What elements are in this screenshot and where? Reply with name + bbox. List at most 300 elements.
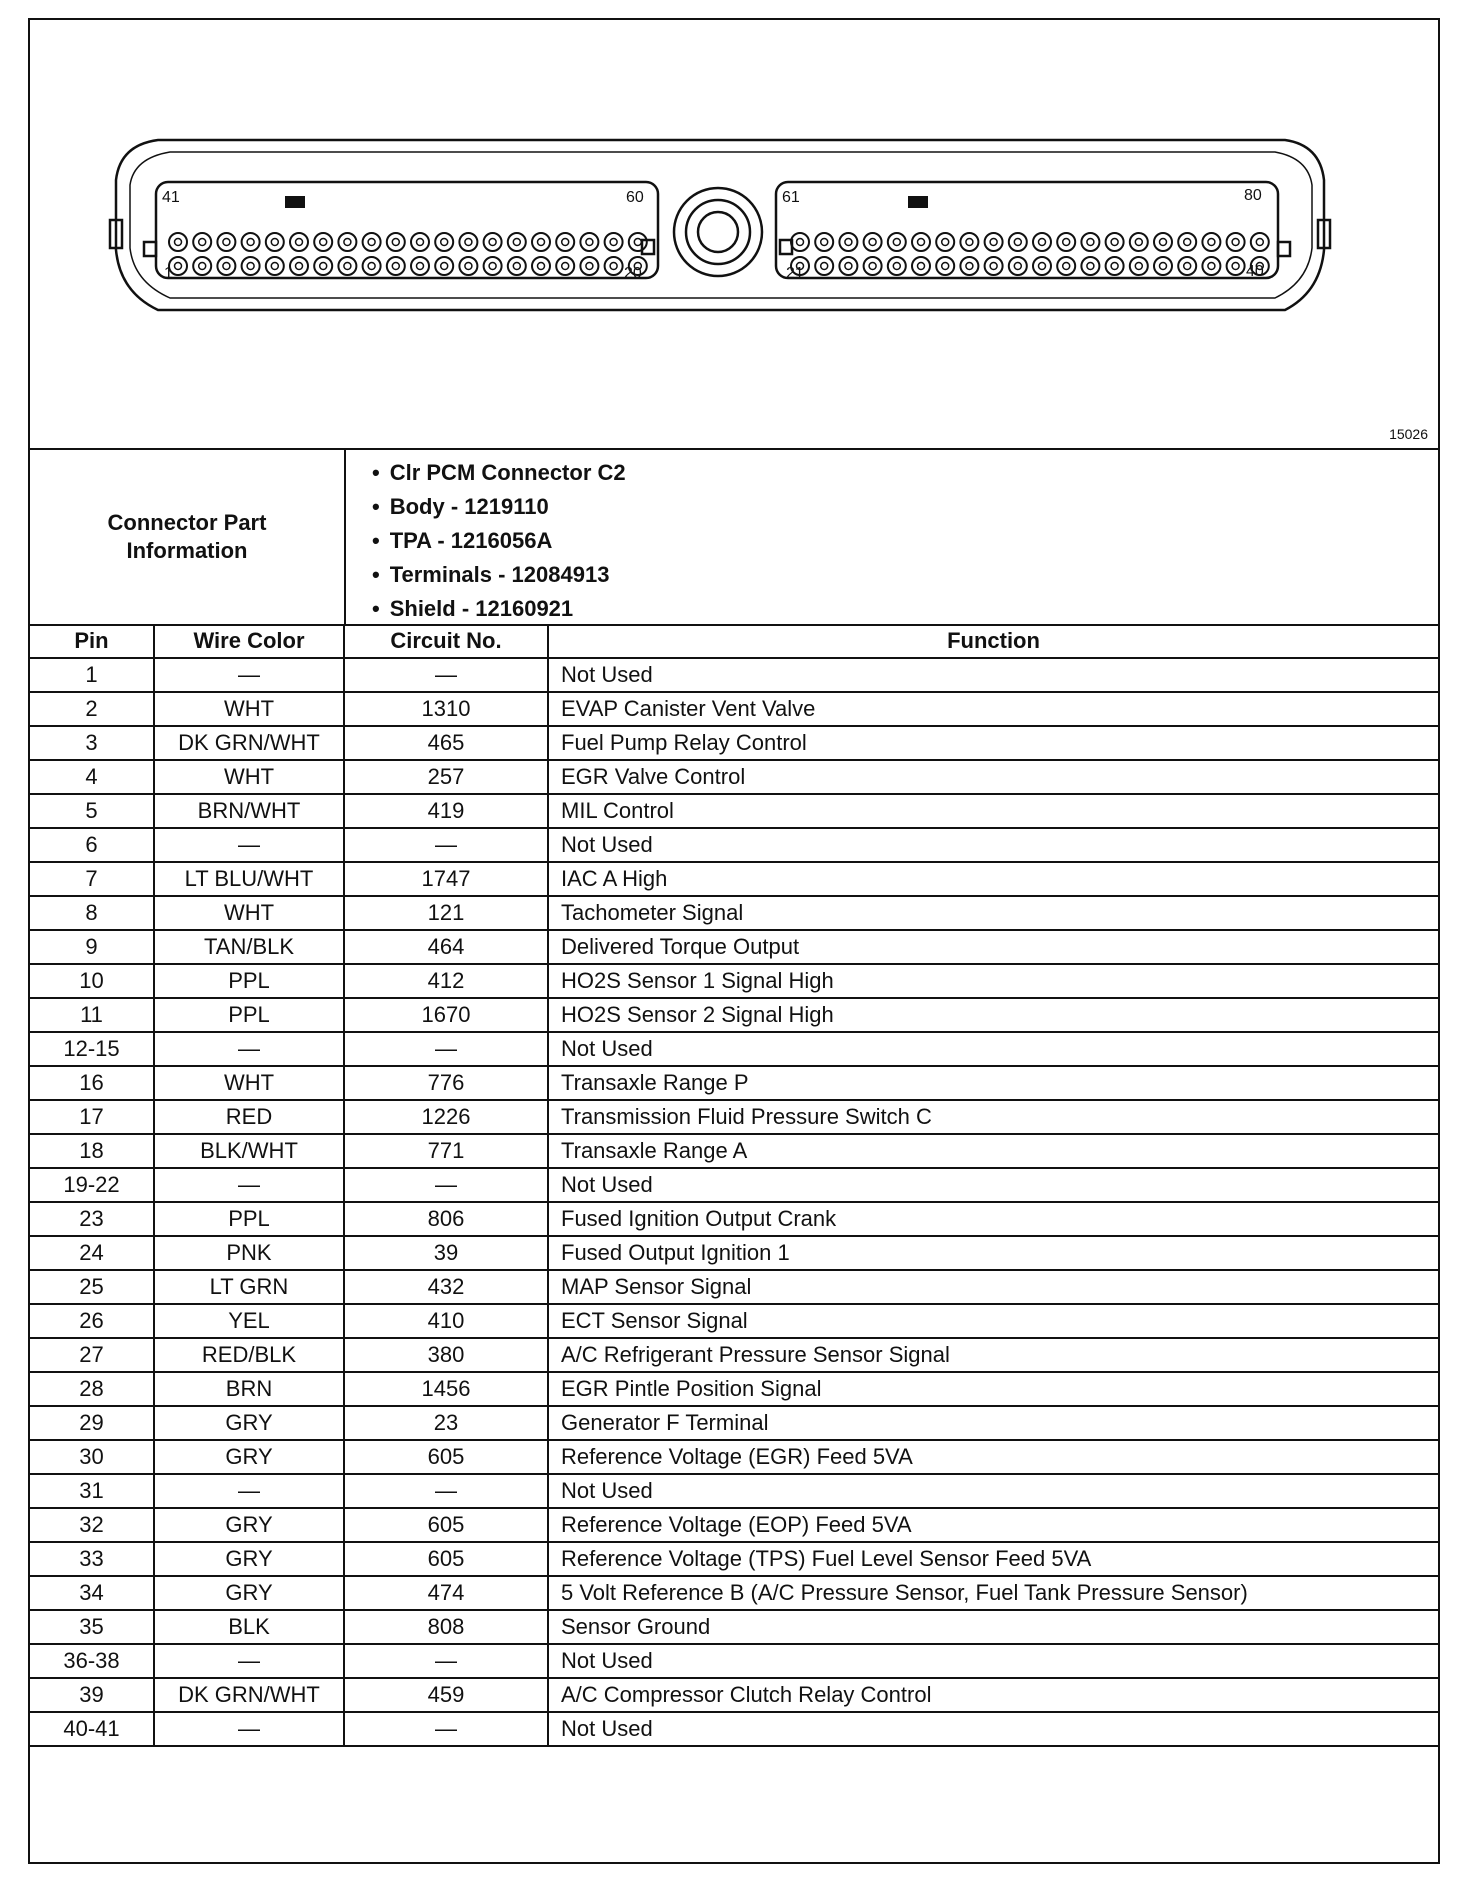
circuit-cell: — [344,1168,548,1202]
right-bank-terminal [1106,257,1124,275]
left-bank-terminal [193,233,211,251]
right-bank-terminal-core [1111,239,1118,246]
function-cell: Reference Voltage (EGR) Feed 5VA [548,1440,1438,1474]
left-bank-terminal-core [586,239,593,246]
pin-cell: 33 [30,1542,154,1576]
wire-color-cell: GRY [154,1542,344,1576]
pin-cell: 40-41 [30,1712,154,1746]
table-row [30,726,1438,760]
function-cell: 5 Volt Reference B (A/C Pressure Sensor, Fuel Tank Pressure Sensor) [548,1576,1438,1610]
pin-cell: 11 [30,998,154,1032]
table-row [30,1372,1438,1406]
label-pin-61: 61 [782,189,800,206]
pin-cell: 31 [30,1474,154,1508]
pin-cell: 35 [30,1610,154,1644]
left-bank-terminal-core [513,263,520,270]
left-bank-terminal [338,233,356,251]
function-cell: Delivered Torque Output [548,930,1438,964]
left-bank-terminal-core [344,263,351,270]
left-bank-terminal [169,233,187,251]
label-pin-60: 60 [626,189,644,206]
wire-color-cell: DK GRN/WHT [154,1678,344,1712]
left-bank-terminal-core [538,239,545,246]
label-pin-1: 1 [164,265,173,282]
right-bank-terminal [839,257,857,275]
left-bank-terminal-core [223,263,230,270]
right-bank-terminal-core [1039,239,1046,246]
left-bank-terminal [387,233,405,251]
function-cell: Reference Voltage (TPS) Fuel Level Sensor Feed 5VA [548,1542,1438,1576]
wire-color-cell: — [154,1644,344,1678]
left-bank-terminal-core [441,263,448,270]
left-bank-terminal [242,233,260,251]
table-row [30,1236,1438,1270]
wire-color-cell: BLK [154,1610,344,1644]
pin-cell: 4 [30,760,154,794]
wire-color-cell: RED/BLK [154,1338,344,1372]
left-bank-terminal [508,257,526,275]
function-cell: Not Used [548,1168,1438,1202]
right-bank-terminal [1081,257,1099,275]
left-bank-terminal-core [247,263,254,270]
right-bank-terminal-core [821,263,828,270]
pin-cell: 3 [30,726,154,760]
connector-info-item: • TPA - 1216056A [372,524,626,558]
right-bank-terminal [1057,233,1075,251]
function-cell: EVAP Canister Vent Valve [548,692,1438,726]
table-row [30,692,1438,726]
left-bank-terminal [484,233,502,251]
table-row [30,1066,1438,1100]
left-bank-terminal [338,257,356,275]
left-bank-terminal [556,233,574,251]
pin-cell: 29 [30,1406,154,1440]
right-bank-terminal-core [845,263,852,270]
right-bank-terminal-core [845,239,852,246]
right-bank-terminal-core [1014,239,1021,246]
circuit-cell: 459 [344,1678,548,1712]
pin-cell: 34 [30,1576,154,1610]
table-row [30,1202,1438,1236]
right-bank-terminal-core [821,239,828,246]
right-bank-terminal-core [1184,239,1191,246]
circuit-cell: 380 [344,1338,548,1372]
table-row [30,828,1438,862]
left-bank-terminal [532,257,550,275]
wire-color-cell: PPL [154,964,344,998]
left-bank-terminal-core [610,263,617,270]
left-bank-terminal [387,257,405,275]
right-bank-terminal-core [942,239,949,246]
left-cavity [156,182,658,278]
wire-color-cell: LT BLU/WHT [154,862,344,896]
table-row [30,862,1438,896]
function-cell: MAP Sensor Signal [548,1270,1438,1304]
right-bank-terminal-core [1135,263,1142,270]
function-cell: Fused Ignition Output Crank [548,1202,1438,1236]
circuit-cell: 23 [344,1406,548,1440]
right-bank-terminal-core [1063,239,1070,246]
left-bank-terminal [242,257,260,275]
right-bank-terminal-core [893,263,900,270]
right-bank-terminal-core [1208,239,1215,246]
right-bank-terminal-core [990,263,997,270]
function-cell: Transmission Fluid Pressure Switch C [548,1100,1438,1134]
left-bank-terminal-core [223,239,230,246]
wire-color-cell: — [154,1168,344,1202]
function-cell: A/C Refrigerant Pressure Sensor Signal [548,1338,1438,1372]
function-cell: A/C Compressor Clutch Relay Control [548,1678,1438,1712]
pin-cell: 8 [30,896,154,930]
pin-cell: 1 [30,658,154,692]
right-bank-terminal-core [942,263,949,270]
pin-cell: 6 [30,828,154,862]
wire-color-cell: BRN/WHT [154,794,344,828]
table-row [30,1134,1438,1168]
table-row [30,1576,1438,1610]
left-bank-terminal [484,257,502,275]
wire-color-cell: GRY [154,1508,344,1542]
left-bank-terminal [217,257,235,275]
left-bank-terminal [605,257,623,275]
function-cell: Not Used [548,828,1438,862]
table-row [30,998,1438,1032]
left-bank-terminal [193,257,211,275]
left-bank-terminal-core [271,239,278,246]
center-bolt-ring [686,200,750,264]
right-bank-terminal [1009,233,1027,251]
header-wire-color: Wire Color [154,624,344,658]
circuit-cell: — [344,828,548,862]
circuit-cell: 776 [344,1066,548,1100]
connector-outline [116,140,1324,310]
right-bank-terminal-core [1111,263,1118,270]
right-bank-terminal [791,233,809,251]
wire-color-cell: PPL [154,998,344,1032]
right-bank-terminal [1130,257,1148,275]
right-bank-terminal-core [1232,263,1239,270]
left-bank-terminal-core [247,239,254,246]
table-row [30,1304,1438,1338]
wire-color-cell: — [154,1712,344,1746]
circuit-cell: 1670 [344,998,548,1032]
wire-color-cell: PPL [154,1202,344,1236]
right-bank-terminal [888,257,906,275]
wire-color-cell: RED [154,1100,344,1134]
function-cell: Not Used [548,658,1438,692]
function-cell: Not Used [548,1474,1438,1508]
left-bank-terminal [459,257,477,275]
wire-color-cell: — [154,658,344,692]
right-bank-terminal [1227,233,1245,251]
table-row [30,1644,1438,1678]
function-cell: MIL Control [548,794,1438,828]
left-bank-terminal [435,233,453,251]
circuit-cell: 605 [344,1440,548,1474]
label-pin-80: 80 [1244,187,1262,204]
right-bank-terminal-core [966,239,973,246]
circuit-cell: 605 [344,1542,548,1576]
right-bank-terminal [1178,257,1196,275]
connector-info-label [30,450,346,624]
right-bank-terminal [936,257,954,275]
pin-cell: 19-22 [30,1168,154,1202]
left-bank-terminal-core [368,239,375,246]
right-bank-terminal-core [1208,263,1215,270]
right-bank-terminal-core [893,239,900,246]
left-bank-terminal [266,233,284,251]
right-bank-terminal-core [1256,239,1263,246]
right-bank-terminal-core [1039,263,1046,270]
table-row [30,964,1438,998]
left-bank-terminal [411,233,429,251]
right-polarity-mark [908,196,928,208]
left-bank-terminal-core [175,263,182,270]
table-row [30,1542,1438,1576]
right-bank-terminal [1202,257,1220,275]
table-row [30,1032,1438,1066]
table-row [30,794,1438,828]
function-cell: EGR Valve Control [548,760,1438,794]
right-bank-terminal-core [797,239,804,246]
left-bank-terminal [605,233,623,251]
right-bank-terminal [1130,233,1148,251]
left-bank-terminal [363,233,381,251]
wire-color-cell: LT GRN [154,1270,344,1304]
left-bank-terminal-core [175,239,182,246]
function-cell: Fuel Pump Relay Control [548,726,1438,760]
pin-cell: 39 [30,1678,154,1712]
wire-color-cell: WHT [154,692,344,726]
left-bank-terminal [508,233,526,251]
left-bank-terminal [556,257,574,275]
circuit-cell: 474 [344,1576,548,1610]
circuit-cell: 808 [344,1610,548,1644]
wire-color-cell: BRN [154,1372,344,1406]
left-bank-terminal-core [562,239,569,246]
right-bank-terminal-core [1232,239,1239,246]
wire-color-cell: DK GRN/WHT [154,726,344,760]
pin-table [30,624,1438,1747]
table-row [30,1712,1438,1746]
pin-cell: 10 [30,964,154,998]
table-row [30,1610,1438,1644]
wire-color-cell: WHT [154,896,344,930]
table-row [30,658,1438,692]
left-bank-terminal [532,233,550,251]
left-bank-terminal-core [271,263,278,270]
pin-cell: 24 [30,1236,154,1270]
right-bank-terminal [912,257,930,275]
right-bank-terminal-core [918,239,925,246]
right-bank-terminal [960,257,978,275]
pin-cell: 32 [30,1508,154,1542]
document-frame [28,18,1440,1864]
left-bank-terminal-core [465,263,472,270]
table-row [30,1168,1438,1202]
wire-color-cell: — [154,1474,344,1508]
function-cell: Reference Voltage (EOP) Feed 5VA [548,1508,1438,1542]
right-bank-terminal-core [869,239,876,246]
right-bank-terminal [1227,257,1245,275]
right-bank-terminal-core [869,263,876,270]
left-bank-terminal [314,233,332,251]
circuit-cell: — [344,1712,548,1746]
right-bank-terminal [1154,257,1172,275]
label-pin-20: 20 [624,265,642,282]
left-bank-terminal [580,233,598,251]
right-bank-terminal-core [918,263,925,270]
left-bank-terminal-core [513,239,520,246]
label-pin-21: 21 [786,265,804,282]
right-bank-terminal [1106,233,1124,251]
pin-cell: 30 [30,1440,154,1474]
function-cell: HO2S Sensor 1 Signal High [548,964,1438,998]
left-bank-terminal [435,257,453,275]
pin-cell: 36-38 [30,1644,154,1678]
right-bank-terminal [815,257,833,275]
table-row [30,930,1438,964]
left-bank-terminal [411,257,429,275]
table-row [30,896,1438,930]
circuit-cell: 1226 [344,1100,548,1134]
circuit-cell: 1747 [344,862,548,896]
table-row [30,1678,1438,1712]
pin-cell: 27 [30,1338,154,1372]
right-bank-terminal-core [966,263,973,270]
pin-table-header [30,624,1438,658]
right-bank-terminal-core [1184,263,1191,270]
table-row [30,1406,1438,1440]
right-bank-terminal [815,233,833,251]
wire-color-cell: — [154,828,344,862]
pin-cell: 9 [30,930,154,964]
left-bank-terminal [363,257,381,275]
header-pin: Pin [30,624,154,658]
pin-cell: 28 [30,1372,154,1406]
function-cell: Not Used [548,1032,1438,1066]
wire-color-cell: GRY [154,1576,344,1610]
circuit-cell: 257 [344,760,548,794]
connector-info-item: • Body - 1219110 [372,490,626,524]
left-bank-terminal [290,257,308,275]
left-bank-terminal-core [489,239,496,246]
circuit-cell: 419 [344,794,548,828]
right-bank-terminal [1033,257,1051,275]
left-bank-terminal-core [441,239,448,246]
left-key-block [144,242,156,256]
right-bank-terminal-core [1135,239,1142,246]
left-polarity-mark [285,196,305,208]
pin-cell: 23 [30,1202,154,1236]
left-bank-terminal [290,233,308,251]
wire-color-cell: BLK/WHT [154,1134,344,1168]
right-bank-terminal [960,233,978,251]
circuit-cell: 464 [344,930,548,964]
circuit-cell: 771 [344,1134,548,1168]
left-bank-terminal-core [392,239,399,246]
connector-info-item: • Shield - 12160921 [372,592,626,626]
left-bank-terminal [266,257,284,275]
circuit-cell: 39 [344,1236,548,1270]
left-bank-terminal-core [562,263,569,270]
function-cell: Fused Output Ignition 1 [548,1236,1438,1270]
connector-diagram [30,20,1438,450]
circuit-cell: 465 [344,726,548,760]
function-cell: Not Used [548,1712,1438,1746]
wire-color-cell: YEL [154,1304,344,1338]
wire-color-cell: WHT [154,760,344,794]
left-bank-terminal-core [296,263,303,270]
circuit-cell: 121 [344,896,548,930]
label-pin-40: 40 [1246,263,1264,280]
connector-info-label-text: Connector Part Information [107,510,267,563]
left-bank-terminal-core [320,263,327,270]
left-bank-terminal [217,233,235,251]
right-bank-terminal [1057,257,1075,275]
circuit-cell: 1456 [344,1372,548,1406]
left-bank-terminal-core [199,239,206,246]
right-bank-terminal-core [1160,239,1167,246]
right-bank-terminal [864,257,882,275]
circuit-cell: 412 [344,964,548,998]
left-bank-terminal-core [368,263,375,270]
function-cell: Transaxle Range A [548,1134,1438,1168]
right-bank-terminal-core [1087,239,1094,246]
header-circuit: Circuit No. [344,624,548,658]
right-key-block [1278,242,1290,256]
table-row [30,1440,1438,1474]
right-bank-terminal [1251,233,1269,251]
pin-cell: 18 [30,1134,154,1168]
right-bank-terminal [985,257,1003,275]
function-cell: IAC A High [548,862,1438,896]
pin-cell: 2 [30,692,154,726]
left-bank-terminal [580,257,598,275]
left-bank-terminal-core [296,239,303,246]
circuit-cell: — [344,1474,548,1508]
right-bank-terminal [1202,233,1220,251]
header-function: Function [548,624,1438,658]
right-bank-terminal-core [990,239,997,246]
label-pin-41: 41 [162,189,180,206]
wire-color-cell: WHT [154,1066,344,1100]
table-row [30,1508,1438,1542]
right-bank-terminal [912,233,930,251]
circuit-cell: — [344,658,548,692]
right-bank-terminal [1081,233,1099,251]
function-cell: Sensor Ground [548,1610,1438,1644]
right-bank-terminal-core [1160,263,1167,270]
left-bank-terminal-core [610,239,617,246]
left-bank-terminal-core [417,263,424,270]
right-bank-terminal [839,233,857,251]
right-bank-terminal-core [1014,263,1021,270]
left-bank-terminal-core [392,263,399,270]
center-left-notch [642,240,654,254]
table-row [30,1270,1438,1304]
right-bank-terminal-core [1087,263,1094,270]
left-bank-terminal-core [634,239,641,246]
left-bank-terminal-core [320,239,327,246]
function-cell: Transaxle Range P [548,1066,1438,1100]
function-cell: HO2S Sensor 2 Signal High [548,998,1438,1032]
connector-info-list [372,456,626,626]
right-bank-terminal [864,233,882,251]
pin-cell: 12-15 [30,1032,154,1066]
wire-color-cell: TAN/BLK [154,930,344,964]
right-bank-terminal [888,233,906,251]
